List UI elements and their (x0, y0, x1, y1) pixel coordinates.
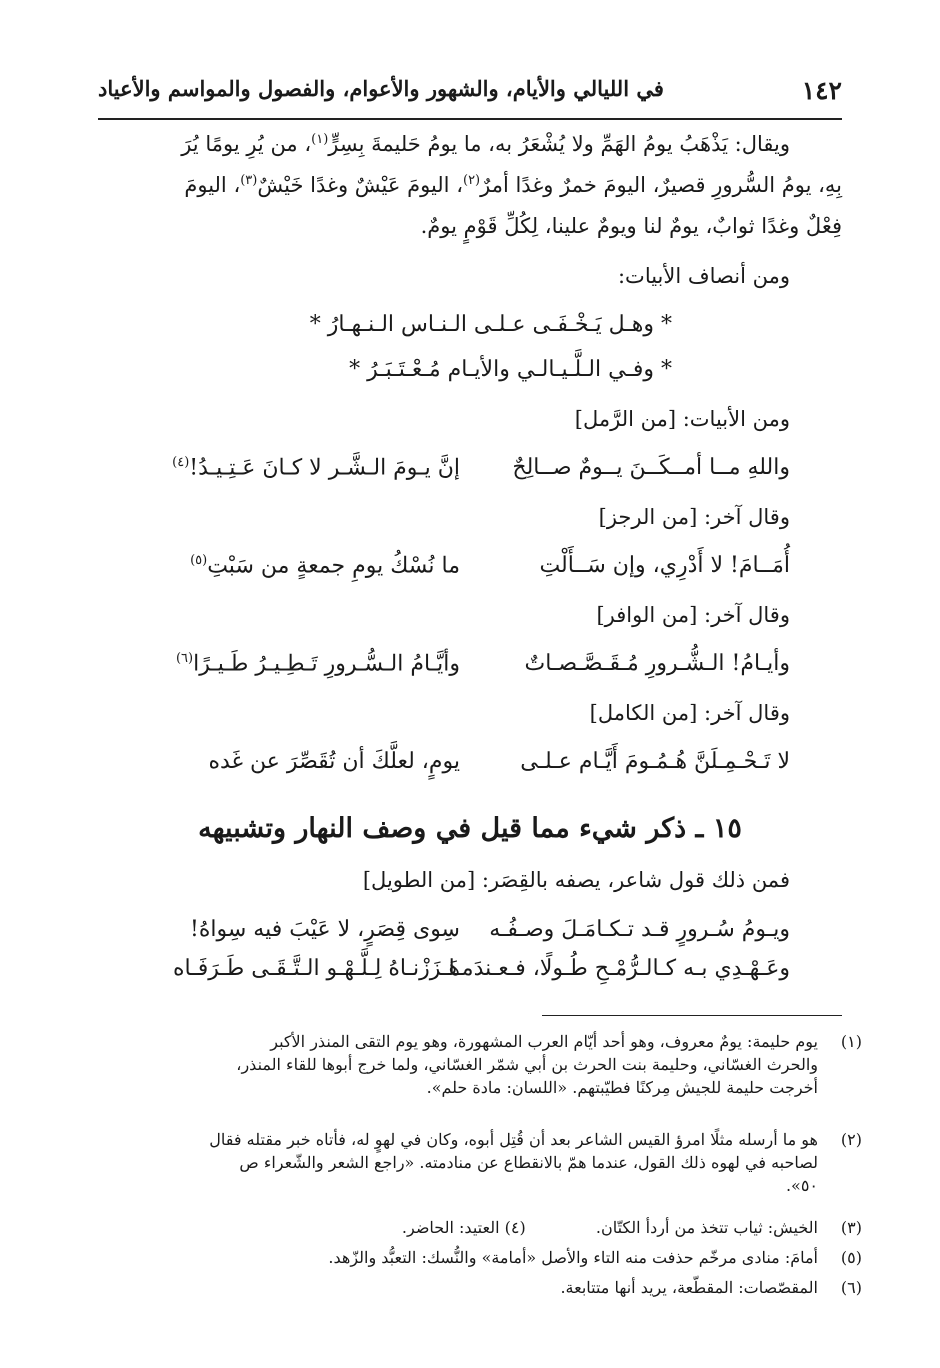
paragraph-line: بِهِ، يومُ السُّرورِ قصيرٌ، اليومَ خمرٌ وغدًا أمرٌ$^{(٢)}$، اليومَ عَيْشٌ وغدًا خَيْشٌ$^{(٣)}$، اليومَ (184, 173, 842, 197)
section-intro: ومن أنصاف الأبيات: (617, 264, 790, 288)
meter-label: وقال آخر: [من الوافر] (596, 603, 790, 627)
footnote-1: (١) يوم حليمة: يومٌ معروف، وهو أحد أيّام العرب المشهورة، وهو يوم التقى المنذر الأكبر والحرث الغسّاني، وحليمة بنت الحرث بن أبي شمّر الغسّاني، ولما خرج أبوها للقاء المنذر، أخرجت حليمة للجيش مِركنًا فطيّبتهم. «اللسان: مادة حلم». (236, 1032, 862, 1097)
footnote-ref: (٥) (190, 553, 208, 568)
footnote-number: (٥) (840, 1248, 862, 1267)
section-number: ١٥ (712, 813, 742, 844)
footnote-number: (٢) (840, 1130, 862, 1149)
verse-second-hemistich: هَـزَزْنـاهُ لِـلَّـهْـو الـتَّـقَـى طَـرَفَـاه (173, 956, 460, 981)
page-header (98, 72, 842, 112)
footnote-6: (٦) المقصّصات: المقطّعة، يريد أنها متتابعة. (560, 1278, 862, 1297)
page-number: ١٤٢ (801, 76, 842, 105)
footnote-3-4: (٣) الخيش: ثياب تتخذ من أردأ الكتّان. (٤) العتيد: الحاضر. (401, 1218, 862, 1237)
verse-first-hemistich: أُمَــامَ! لا أَدْرِي، وإن سَــأَلْتِ (539, 553, 790, 578)
footnote-ref: (٤) (172, 455, 190, 470)
footnote-2: (٢) هو ما أرسله مثلًا امرؤ القيس الشاعر بعد أن قُتِل أبوه، وكان في لهوٍ له، فأتاه خبر مقتله فقال لصاحبه في لهوه ذلك القول، عندما همّ بالانقطاع عن منادمته. «راجع الشعر والشّعراء ص ٥٠». (209, 1130, 862, 1195)
footnote-5: (٥) أمامَ: منادى مرخّم حذفت منه التاء والأصل «أمامة» والنُّسك: التعبُّد والزّهد. (328, 1248, 862, 1267)
meter-label: وقال آخر: [من الرجز] (598, 505, 790, 529)
section-title: ـ ذكر شيء مما قيل في وصف النهار وتشبيهه (198, 813, 704, 844)
verse-first-hemistich: ويـومُ سُـرورٍ قـد تـكـامَـلَ وصـفُـه (489, 917, 790, 942)
verse-second-hemistich: وأيَّـامُ الـسُّـرورِ تَـطِـيـرُ طَـيـرًا$^{(٦)}$ (175, 651, 460, 677)
footnote-number: (٦) (840, 1278, 862, 1297)
paragraph-line: فِعْلٌ وغدًا ثوابٌ، يومٌ لنا ويومٌ علينا، لِكُلِّ قَوْمٍ يومٌ. (420, 214, 842, 238)
footnote-separator (542, 1015, 842, 1016)
meter-label: وقال آخر: [من الكامل] (589, 701, 790, 725)
verse-second-hemistich: ما نُسْكُ يومِ جمعةٍ من سَبْتِ$^{(٥)}$ (190, 553, 460, 579)
meter-label: ومن الأبيات: [من الرَّمل] (574, 407, 790, 431)
half-verse: * وهـل يَـخْـفَـى عـلـى الـنـاس الـنـهـارُ * (309, 312, 672, 337)
section-intro: فمن ذلك قول شاعر، يصفه بالقِصَر: [من الطويل] (362, 868, 790, 892)
verse-second-hemistich: سِوى قِصَرٍ، لا عَيْبَ فيه سِواهُ! (190, 917, 460, 942)
verse-first-hemistich: وأيـامُ! الـشُّـرورِ مُـقَـصَّـصـاتٌ (524, 651, 790, 676)
section-heading (0, 813, 940, 844)
footnote-number: (٣) (840, 1218, 862, 1237)
footnote-number: (١) (840, 1032, 862, 1051)
footnote-ref: (٢) (462, 173, 481, 188)
verse-first-hemistich: واللهِ مــا أمــكَــنَ يــومٌ صــالِحٌ (512, 455, 790, 480)
footnote-ref: (٣) (240, 173, 258, 188)
footnote-ref: (٦) (175, 651, 194, 666)
running-title: في الليالي والأيام، والشهور والأعوام، والفصول والمواسم والأعياد (98, 76, 664, 101)
paragraph-line: ويقال: يَذْهَبُ يومُ الهَمِّ ولا يُشْعَرُ به، ما يومُ حَليمةَ بِسِرٍّ$^{(١)}$، من يُرِ يومًا يُرَ (181, 132, 790, 156)
verse-second-hemistich: يومٍ، لعلَّكَ أن تُقَصِّرَ عن غَده (208, 749, 460, 774)
half-verse: * وفـي الـلَّـيـالـي والأيـام مُـعْـتَـبَـرُ * (349, 357, 672, 382)
footnote-ref: (١) (311, 132, 329, 147)
verse-first-hemistich: لا تَـحْـمِـلَنَّ هُـمُـومَ أَيَّـام عـلـى (520, 749, 790, 774)
verse-second-hemistich: إنَّ يـومَ الـشَّـر لا كـانَ عَـتِـيـدُ!$^{(٤)}$ (172, 455, 460, 481)
verse-first-hemistich: وعَـهْـدِي بـه كـالـرُّمْـحِ طُـولًا، فـعـندَمـا (448, 956, 790, 981)
footnote-number: (٤) (504, 1218, 526, 1237)
header-rule (98, 118, 842, 120)
